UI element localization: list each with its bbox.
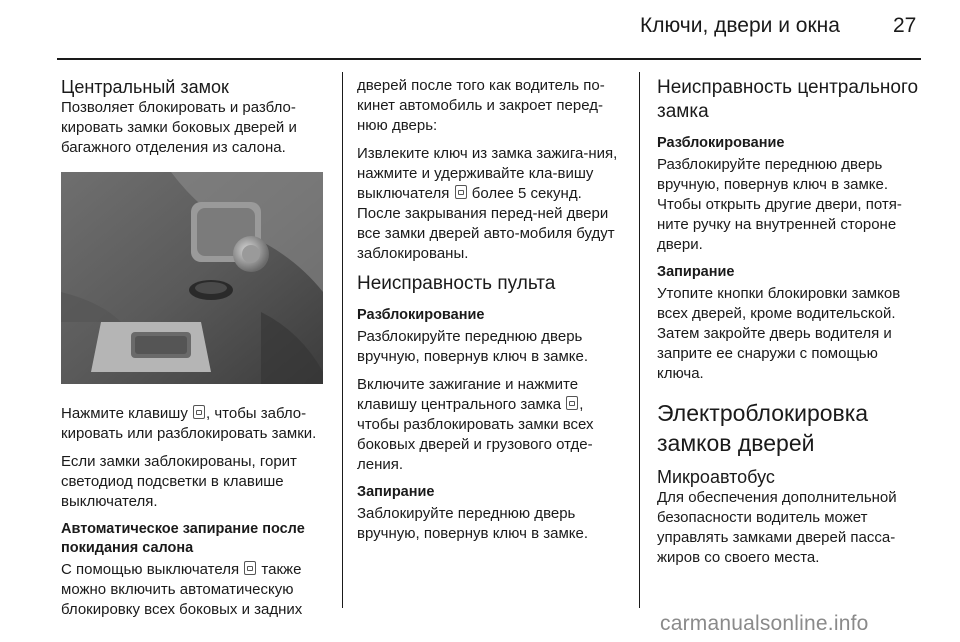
subheading: Автоматическое запирание после покидания салона	[61, 521, 305, 556]
section-heading: Неисправность центрального замка	[657, 77, 919, 122]
paragraph: Для обеспечения дополнительной безопасности водитель может управлять замками дверей пасса-жиров со своего места.	[657, 489, 897, 566]
paragraph: Разблокируйте переднюю дверь вручную, повернув ключ в замке. Чтобы открыть другие двери, потя-ните ручку на внутренней стороне двери.	[657, 156, 902, 253]
paragraph: Нажмите клавишу , чтобы забло-кировать или разблокировать замки.	[61, 405, 317, 442]
paragraph: Позволяет блокировать и разбло-кировать замки боковых дверей и багажного отделения из салона.	[61, 99, 297, 156]
watermark: carmanualsonline.info	[660, 612, 869, 635]
paragraph: Извлеките ключ из замка зажига-ния, нажмите и удерживайте кла-вишу выключателя более 5 секунд. После закрывания перед-ней двери все замки дверей авто-мобиля будут заблокированы.	[357, 145, 618, 262]
lock-key-icon	[455, 185, 467, 199]
subheading: Разблокирование	[657, 135, 785, 151]
subheading: Разблокирование	[357, 307, 485, 323]
paragraph: Разблокируйте переднюю дверь вручную, повернув ключ в замке.	[357, 328, 588, 365]
column-1	[61, 76, 327, 628]
lock-key-icon	[566, 396, 578, 410]
header-title: Ключи, двери и окна	[640, 14, 840, 37]
column-divider	[639, 72, 640, 608]
paragraph: Включите зажигание и нажмите клавишу центрального замка , чтобы разблокировать замки всех боковых дверей и грузового отде-ления.	[357, 376, 594, 473]
subheading: Запирание	[357, 484, 435, 500]
section-heading: Неисправность пульта	[357, 273, 556, 294]
paragraph: Если замки заблокированы, горит светодиод подсветки в клавише выключателя.	[61, 453, 297, 510]
column-divider	[342, 72, 343, 608]
column-2	[357, 76, 625, 552]
header-rule	[57, 58, 921, 60]
chapter-heading: Электроблокировка замков дверей	[657, 400, 869, 456]
column-3	[657, 76, 925, 576]
central-lock-switch-photo	[61, 172, 323, 384]
paragraph: С помощью выключателя также можно включить автоматическую блокировку всех боковых и задних	[61, 561, 303, 618]
paragraph: дверей после того как водитель по-кинет автомобиль и закроет перед-нюю дверь:	[357, 77, 605, 134]
paragraph: Заблокируйте переднюю дверь вручную, повернув ключ в замке.	[357, 505, 588, 542]
lock-key-icon	[193, 405, 205, 419]
subheading: Запирание	[657, 264, 735, 280]
section-heading: Микроавтобус	[657, 467, 775, 487]
page-number: 27	[893, 14, 917, 37]
paragraph: Утопите кнопки блокировки замков всех дверей, кроме водительской. Затем закройте дверь водителя и заприте ее снаружи с помощью ключа.	[657, 285, 901, 382]
lock-key-icon	[244, 561, 256, 575]
section-heading: Центральный замок	[61, 77, 229, 97]
